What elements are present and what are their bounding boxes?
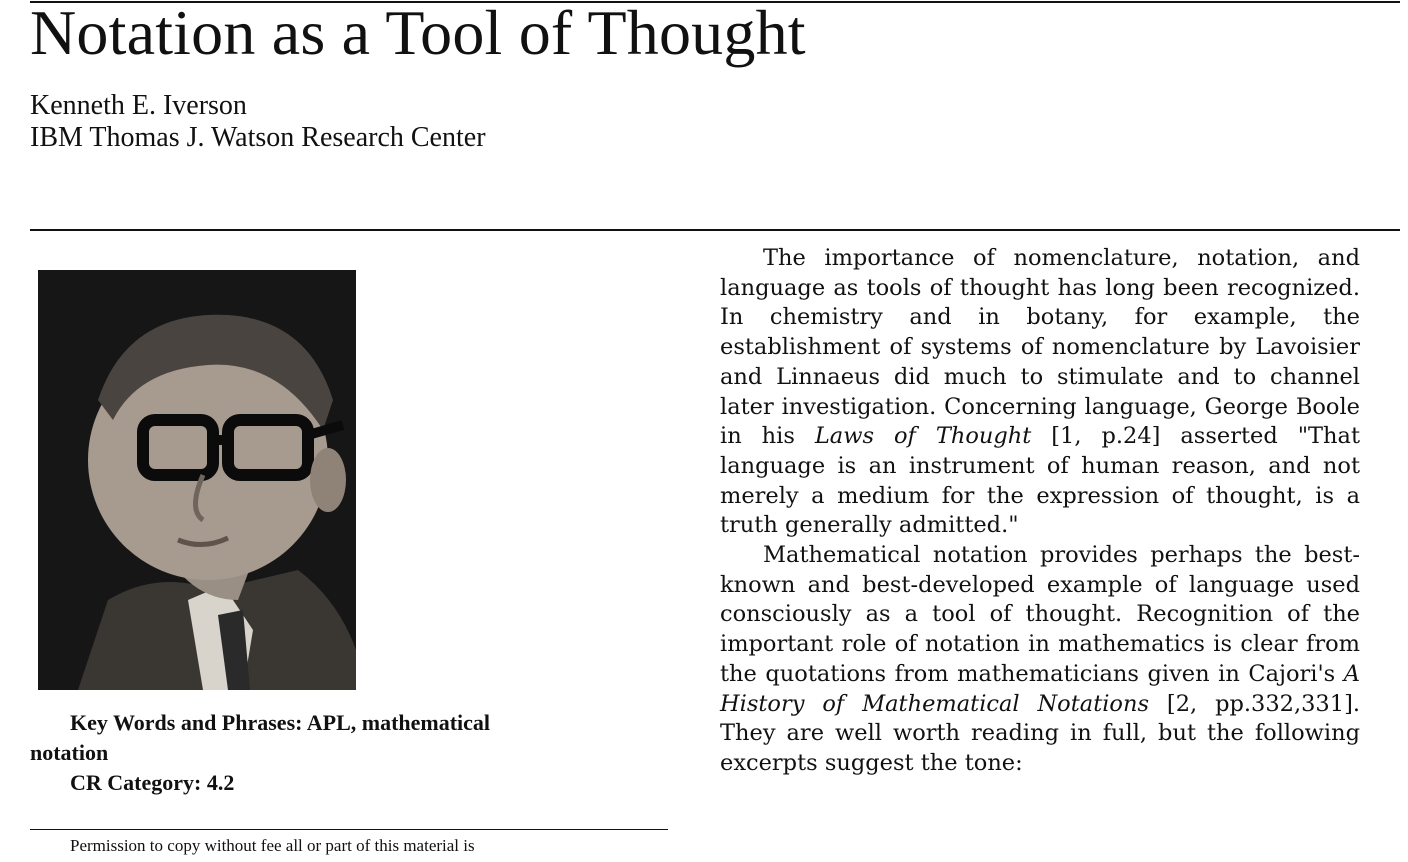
paper-title: Notation as a Tool of Thought xyxy=(30,0,806,68)
author-affiliation: IBM Thomas J. Watson Research Center xyxy=(30,122,486,153)
p2-text-b: [2, pp.332,331]. They are well worth reading in full, but the following excerpts xyxy=(720,690,1360,776)
p2-text-cut: suggest the tone: xyxy=(824,749,1023,776)
permission-notice: Permission to copy without fee all or part of this material is xyxy=(70,836,475,855)
p1-text-b: [1, p.24] asserted "That language is an instrument of human reason, and not merely a medium for the expression of thought, is a truth generally admitted." xyxy=(720,423,1360,539)
author-name: Kenneth E. Iverson xyxy=(30,90,247,121)
author-block xyxy=(30,90,486,154)
author-photo xyxy=(38,270,356,690)
section-rule xyxy=(30,229,1400,231)
keywords-line-2: notation xyxy=(30,740,109,765)
p2-text-a: Mathematical notation provides perhaps the best-known and best-developed example of language used consciously as a tool of thought. Recognition of the important role of notation in mathematics is clear from the quotations from mathematicians given in Cajori's xyxy=(720,542,1360,687)
p2-book-title: A History of Mathematical Notations xyxy=(720,660,1360,717)
footnote-rule xyxy=(30,829,668,830)
keywords-line-1: Key Words and Phrases: APL, mathematical xyxy=(70,710,491,735)
cr-category: CR Category: 4.2 xyxy=(70,770,235,795)
portrait-image xyxy=(38,270,356,690)
p1-book-title: Laws of Thought xyxy=(814,423,1032,450)
body-column xyxy=(720,244,1360,779)
p1-text-a: The importance of nomenclature, notation, and language as tools of thought has long been recognized. In chemistry and in botany, for example, the establishment of systems of nomenclature by Lavoisier and Linnaeus did much to stimulate and to channel later investigation. Concerning language, George Boole in his xyxy=(720,245,1360,450)
body-paragraph-1 xyxy=(720,244,1360,541)
keywords-block xyxy=(30,708,630,798)
body-paragraph-2 xyxy=(720,541,1360,779)
